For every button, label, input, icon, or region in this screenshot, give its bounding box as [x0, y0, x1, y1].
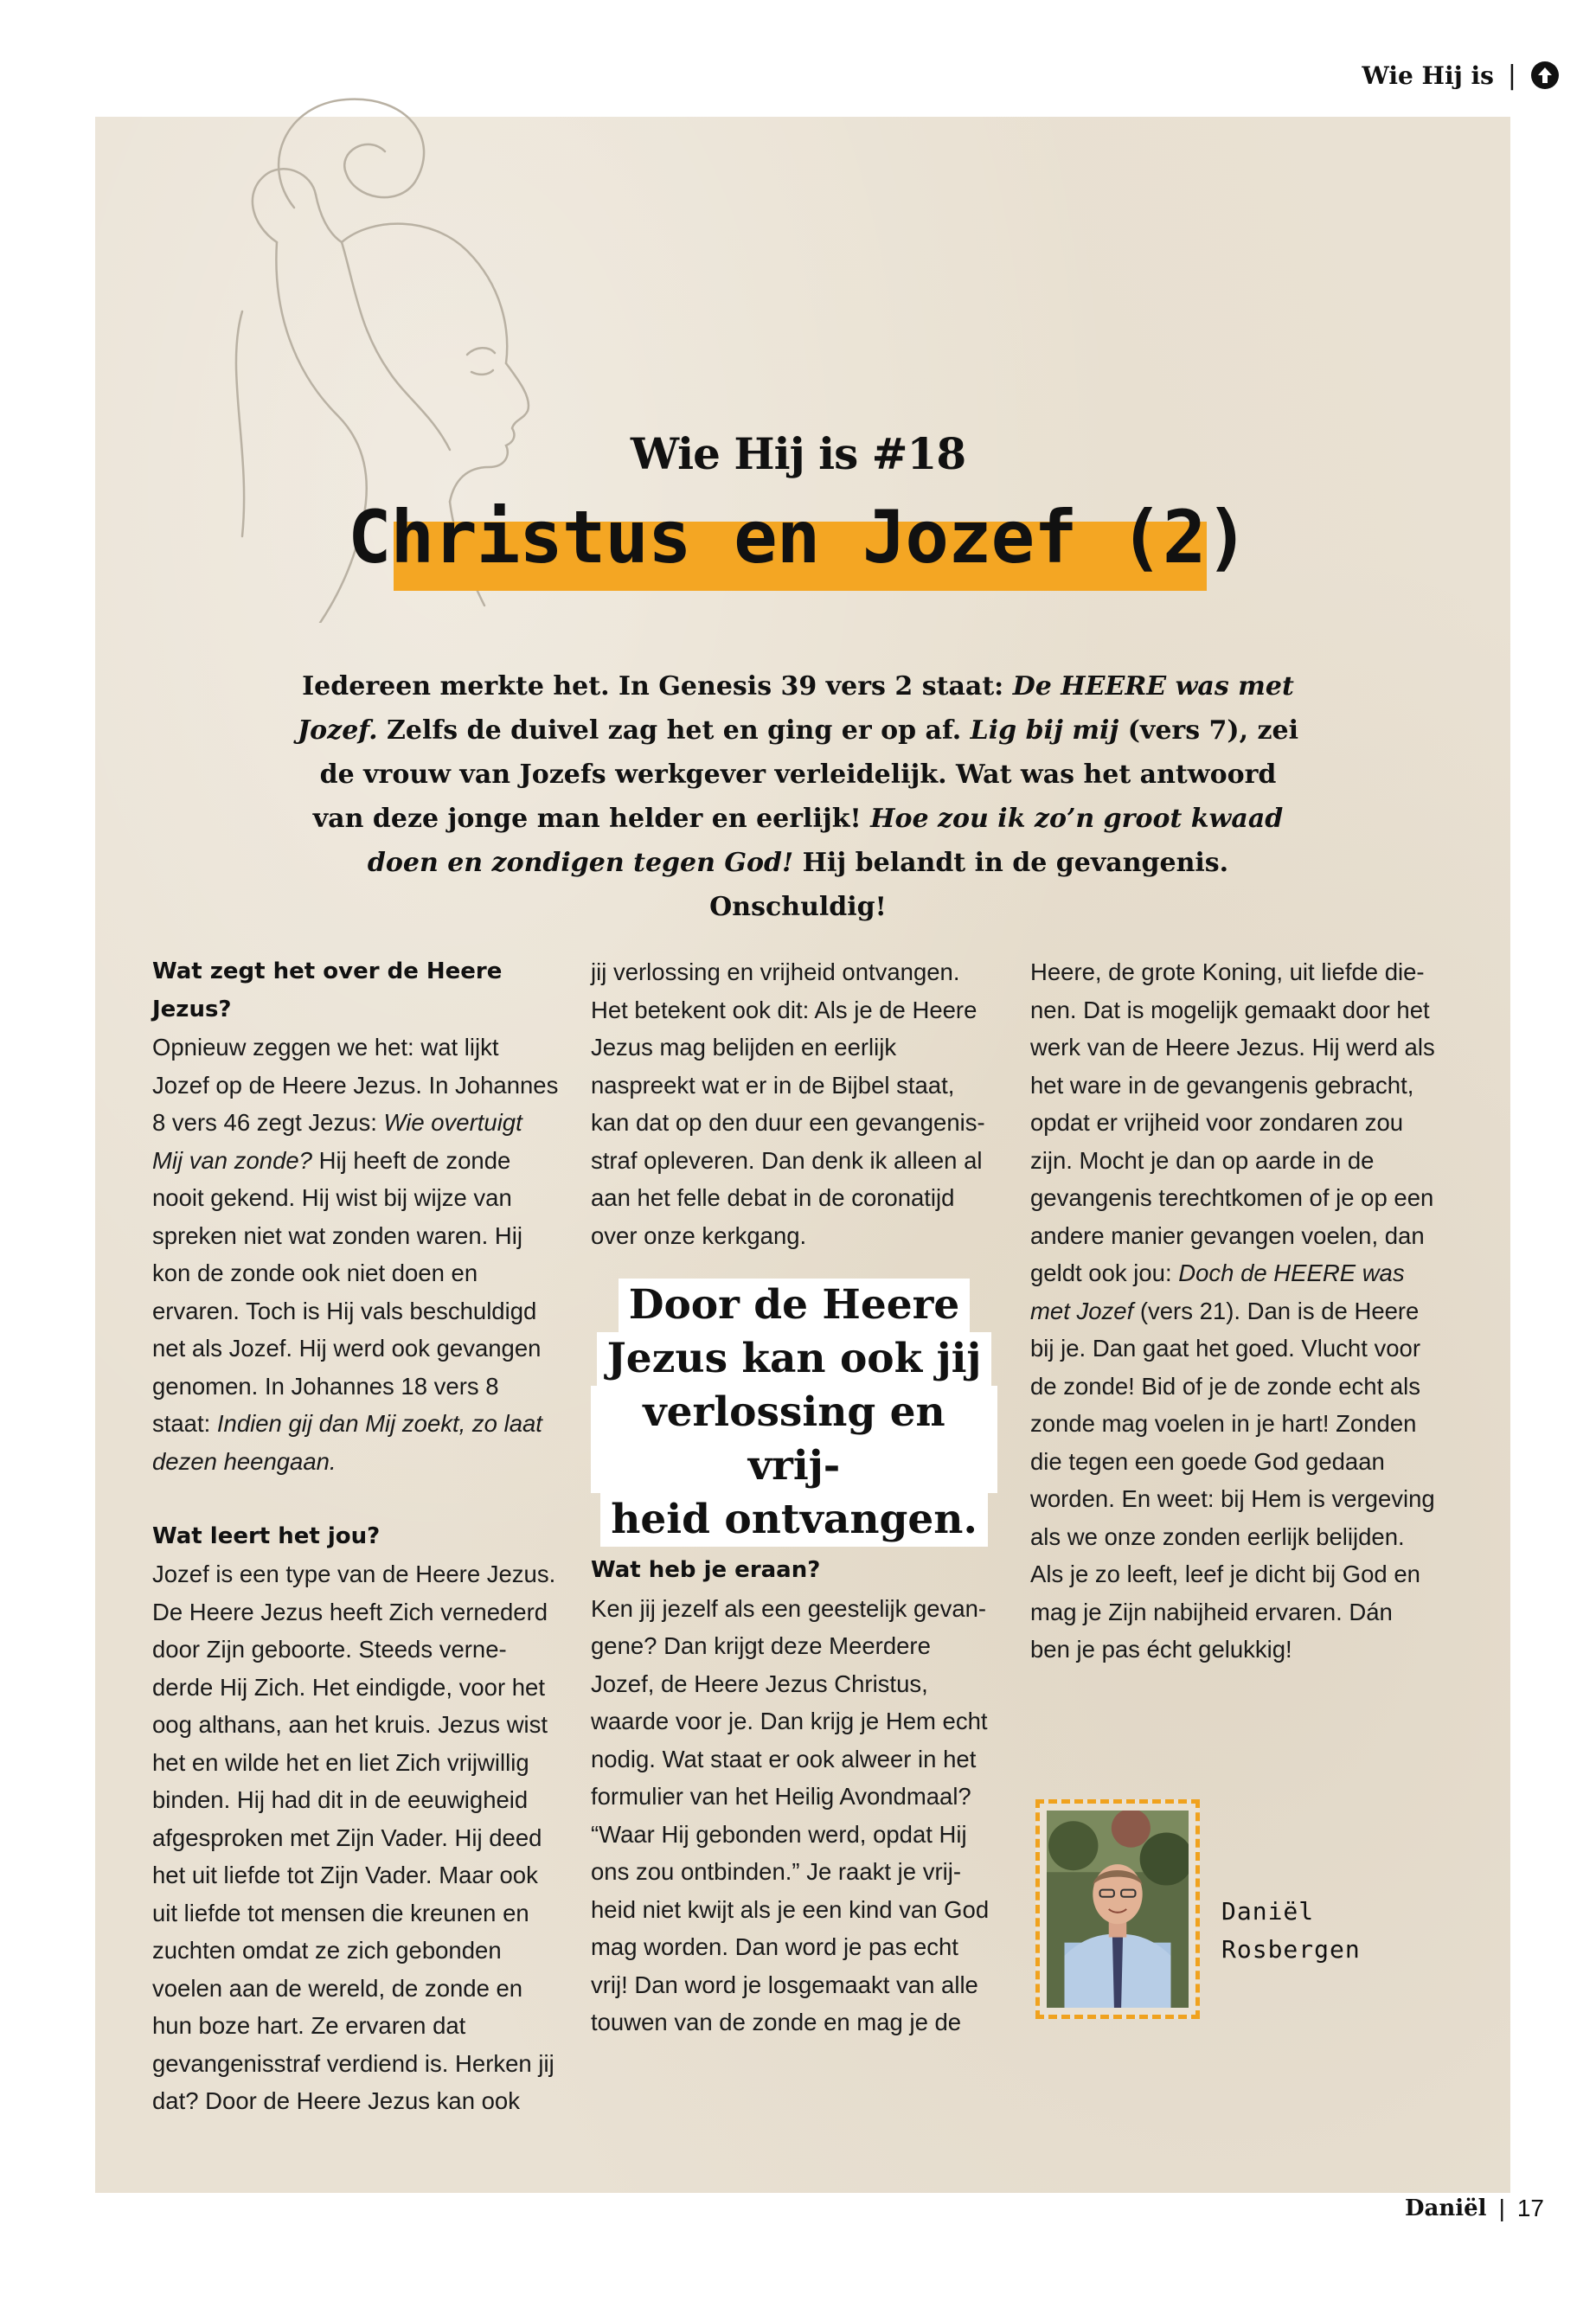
article-lead	[294, 664, 1302, 929]
body-paragraph: Jozef is een type van de Heere Jezus. De Heere Jezus heeft Zich vernederd door Zijn geboorte. Steeds vernederde Hij Zich. Het eindigde, voor het oog althans, aan het kruis. Jezus wist het en wilde het en liet Zich vrijwillig binden. Hij had dit in de eeuwigheid afgesproken met Zijn Vader. Hij deed het uit liefde tot Zijn Vader. Maar ook uit liefde tot mensen die kreunen en zuchten omdat ze zich gebonden voelen aan de wereld, de zonde en hun boze hart. Ze ervaren dat gevangenisstraf verdiend is. Herken jij dat? Door de Heere Jezus kan ook	[152, 1561, 556, 2114]
lead-quote-1: De HEERE was met Jozef.	[297, 671, 1294, 746]
column-2-top	[591, 953, 997, 1254]
body-text: Hij heeft de zonde nooit gekend. Hij wist bij wijze van spreken niet wat zonden waren. Hij kon de zonde ook niet doen en ervaren. Toch is Hij vals beschuldigd net als Jozef. Hij werd ook gevangen genomen. In Johannes 18 vers 8 staat:	[152, 1146, 542, 1437]
lead-text-4: Hij belandt in de gevangenis. Onschuldig!	[709, 848, 1229, 922]
subheading-what-does-it-teach: Wat leert het jou?	[152, 1522, 381, 1549]
article-kicker: Wie Hij is #18	[630, 428, 966, 479]
body-paragraph: Ken jij jezelf als een geestelijk gevangene? Dan krijgt deze Meerdere Jozef, de Heere Jezus Christus, waarde voor je. Dan krijg je Hem echt nodig. Wat staat er ook alweer in het formulier van het Heilig Avondmaal? “Waar Hij gebonden werd, opdat Hij ons zou ontbinden.” Je raakt je vrijheid niet kwijt als je een kind van God mag worden. Dan word je pas echt vrij! Dan word je losgemaakt van alle touwen van de zonde en mag je de	[591, 1594, 990, 2035]
bible-quote: Wie overtuigt Mij van zonde?	[152, 1109, 522, 1174]
column-2-bottom	[591, 1552, 997, 2041]
lead-text-2: Zelfs de duivel zag het en ging er op af.	[377, 715, 971, 746]
body-text: Heere, de grote Koning, uit liefde dienen. Dat is mogelijk gemaakt door het werk van de Heere Jezus. Hij werd als het ware in de gevangenis gebracht, opdat er vrijheid voor zondaren zou zijn. Mocht je dan op aarde in de gevangenis terechtkomen of je op een andere manier gevangen voelen, dan geldt ook jou:	[1030, 958, 1435, 1286]
lead-text-3: (vers 7), zei de vrouw van Jozefs werkgever verleidelijk. Wat was het antwoord van deze jonge man helder en eerlijk!	[312, 715, 1299, 834]
column-1	[152, 953, 559, 2120]
body-paragraph: jij verlossing en vrijheid ontvangen. Het betekent ook dit: Als je de Heere Jezus mag belijden en eerlijk naspreekt wat er in de Bijbel staat, kan dat op den duur een gevangenisstraf opleveren. Dan denk ik alleen al aan het felle debat in de coronatijd over onze kerkgang.	[591, 958, 985, 1249]
lead-text-1: Iedereen merkte het. In Genesis 39 vers 2 staat:	[302, 671, 1013, 702]
bible-quote: Doch de HEERE was met Jozef	[1030, 1259, 1405, 1324]
section-label: Wie Hij is	[1362, 61, 1494, 90]
header-separator: |	[1507, 60, 1516, 91]
author-photo	[1047, 1811, 1189, 2008]
article-title: Christus en Jozef (2)	[347, 495, 1249, 580]
paragraph-gap	[152, 1480, 559, 1518]
column-3	[1030, 953, 1437, 1669]
author-photo-frame	[1035, 1799, 1200, 2019]
subheading-what-use-is-it: Wat heb je eraan?	[591, 1557, 821, 1583]
bible-quote: Indien gij dan Mij zoekt, zo laat dezen heengaan.	[152, 1410, 542, 1475]
subheading-what-does-it-say: Wat zegt het over de Heere Jezus?	[152, 958, 503, 1022]
pull-quote-line: Jezus kan ook jij	[597, 1332, 992, 1386]
body-paragraph	[152, 1029, 559, 1480]
page-header	[1362, 54, 1560, 97]
pull-quote	[591, 1279, 997, 1547]
body-paragraph	[1030, 953, 1437, 1669]
lead-quote-2: Lig bij mij	[970, 715, 1119, 746]
footer-separator: |	[1498, 2195, 1505, 2221]
arrow-up-circle-icon[interactable]	[1530, 61, 1560, 90]
lead-quote-3: Hoe zou ik zo’n groot kwaad doen en zondigen tegen God!	[367, 804, 1284, 878]
pull-quote-line: heid ontvangen.	[600, 1493, 988, 1547]
author-last-name: Rosbergen	[1221, 1935, 1361, 1964]
pull-quote-line: verlossing en vrij-	[591, 1386, 997, 1493]
pull-quote-line: Door de Heere	[619, 1279, 971, 1332]
page-footer	[1405, 2195, 1544, 2222]
author-name	[1221, 1893, 1361, 1969]
author-first-name: Daniël	[1221, 1897, 1315, 1926]
page-number: 17	[1516, 2195, 1544, 2221]
body-text: (vers 21). Dan is de Heere bij je. Dan gaat het goed. Vlucht voor de zonde! Bid of je de zonde echt als zonde mag voelen in je hart! Zonden die tegen een goede God gedaan worden. En weet: bij Hem is vergeving als we onze zonden eerlijk belijden. Als je zo leeft, leef je dicht bij God en mag je Zijn nabijheid ervaren. Dán ben je pas écht gelukkig!	[1030, 1297, 1435, 1663]
body-text: Opnieuw zeggen we het: wat lijkt Jozef op de Heere Jezus. In Johannes 8 vers 46 zegt Jezus:	[152, 1034, 559, 1136]
magazine-name: Daniël	[1404, 2195, 1487, 2221]
